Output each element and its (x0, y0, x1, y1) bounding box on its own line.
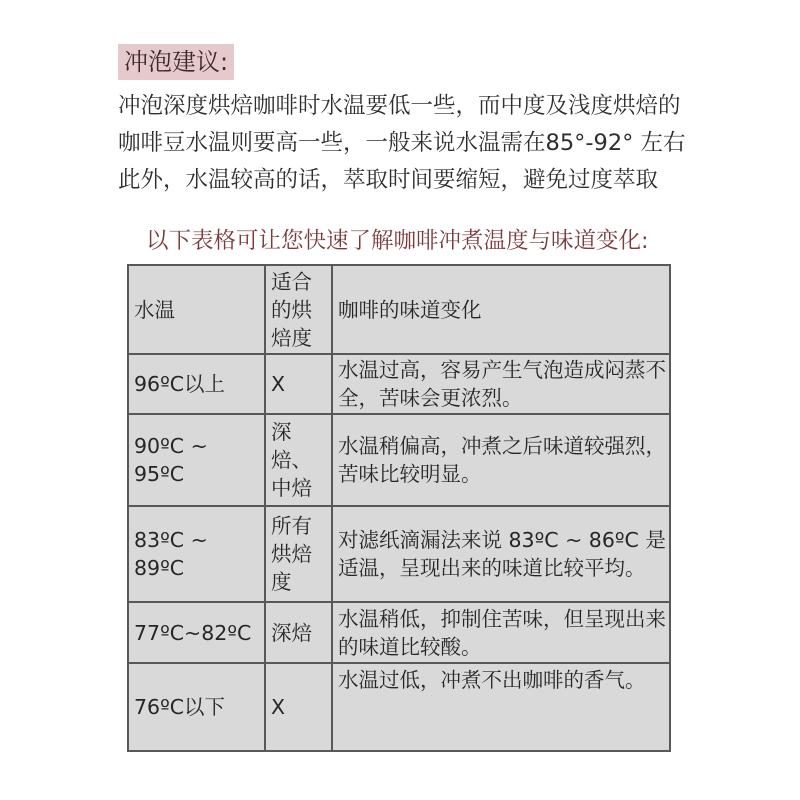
paragraph-line: 咖啡豆水温则要高一些，一般来说水温需在85°-92° 左右 (118, 130, 686, 156)
cell-temp: 96ºC以上 (128, 354, 265, 414)
header-roast-level: 适合的烘焙度 (265, 265, 332, 354)
table-row (128, 354, 670, 414)
temperature-flavor-table (127, 264, 671, 752)
table-row (128, 506, 670, 602)
cell-flavor: 水温稍低，抑制住苦味，但呈现出来的味道比较酸。 (332, 602, 670, 663)
brewing-paragraph (118, 88, 758, 199)
cell-temp: 76ºC以下 (128, 663, 265, 751)
cell-roast: X (265, 354, 332, 414)
table-header-row (128, 265, 670, 354)
table-row (128, 602, 670, 663)
cell-roast: X (265, 663, 332, 751)
cell-roast: 所有烘焙度 (265, 506, 332, 602)
cell-roast: 深焙、中焙 (265, 414, 332, 506)
table-row (128, 414, 670, 506)
section-heading: 冲泡建议: (118, 44, 234, 80)
paragraph-line: 此外，水温较高的话，萃取时间要缩短，避免过度萃取 (118, 167, 659, 193)
paragraph-line: 冲泡深度烘焙咖啡时水温要低一些，而中度及浅度烘焙的 (118, 93, 681, 119)
cell-flavor: 水温过低，冲煮不出咖啡的香气。 (332, 663, 670, 751)
header-flavor-change: 咖啡的味道变化 (332, 265, 670, 354)
table-caption: 以下表格可让您快速了解咖啡冲煮温度与味道变化: (146, 228, 649, 254)
table-row (128, 663, 670, 751)
cell-temp: 83ºC ~ 89ºC (128, 506, 265, 602)
cell-temp: 77ºC~82ºC (128, 602, 265, 663)
cell-flavor: 水温过高，容易产生气泡造成闷蒸不全，苦味会更浓烈。 (332, 354, 670, 414)
header-water-temp: 水温 (128, 265, 265, 354)
cell-roast: 深焙 (265, 602, 332, 663)
cell-temp: 90ºC ~ 95ºC (128, 414, 265, 506)
cell-flavor: 水温稍偏高，冲煮之后味道较强烈，苦味比较明显。 (332, 414, 670, 506)
cell-flavor: 对滤纸滴漏法来说 83ºC ~ 86ºC 是适温，呈现出来的味道比较平均。 (332, 506, 670, 602)
